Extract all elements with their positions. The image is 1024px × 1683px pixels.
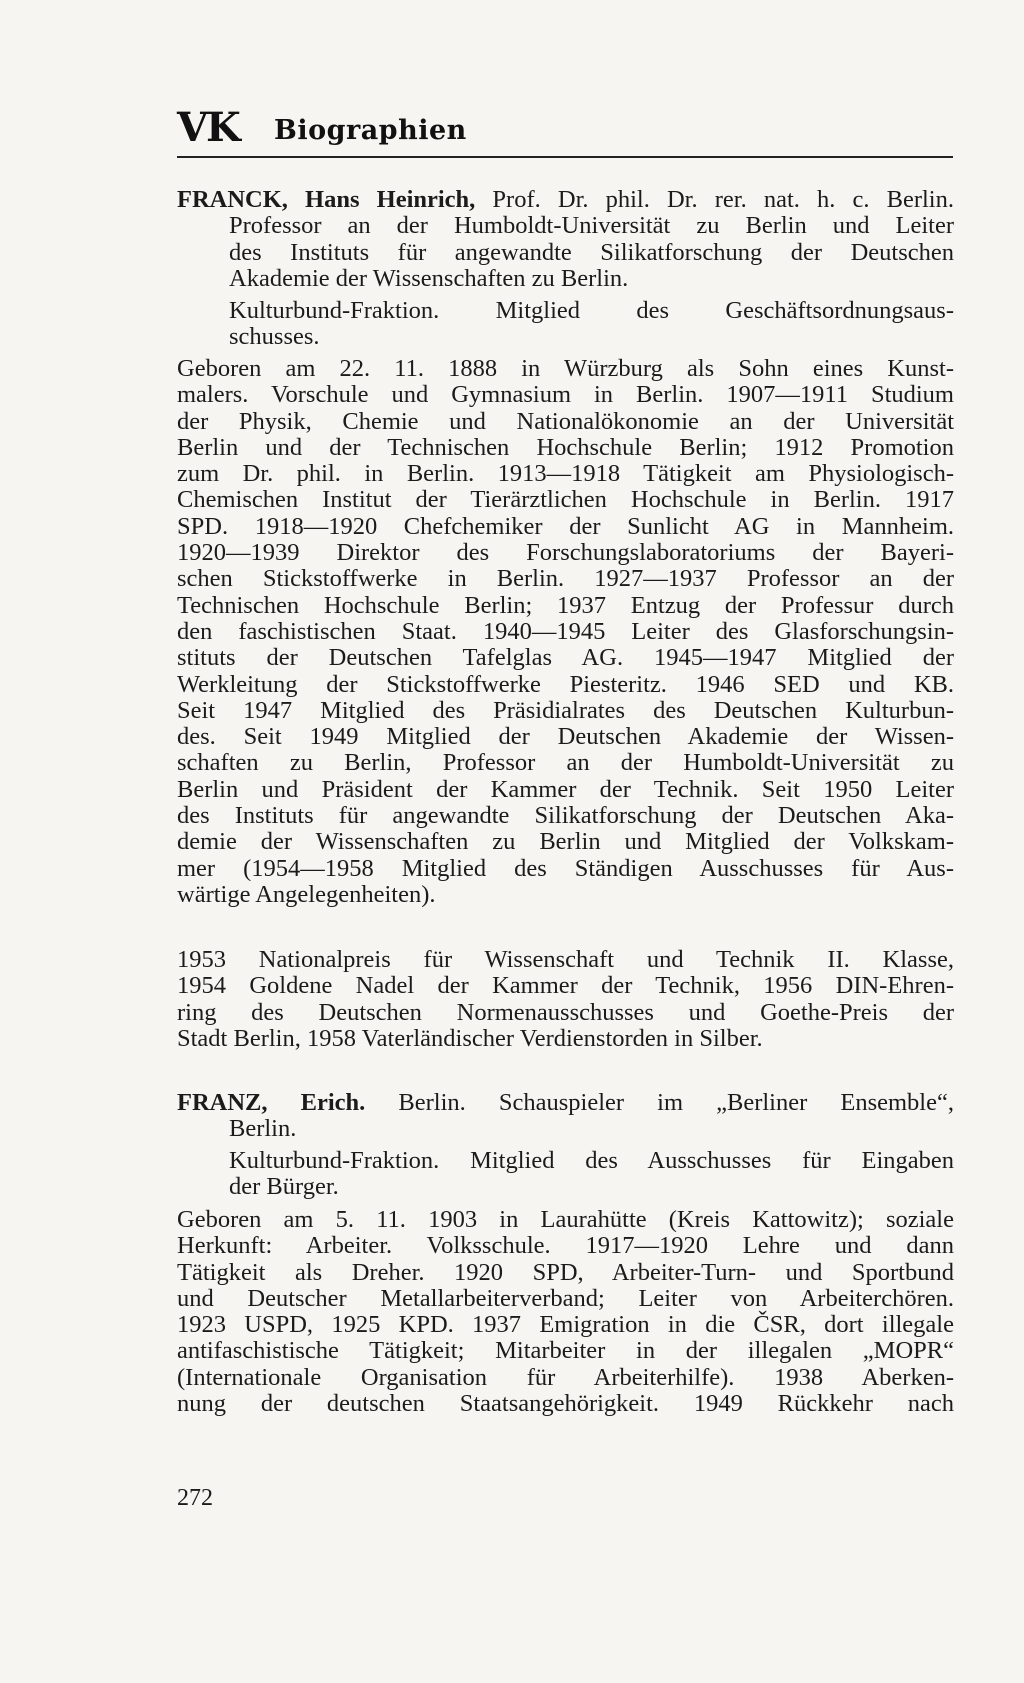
text-line: (Internationale Organisation für Arbeiterhilfe). 1938 Aberken- — [177, 1363, 954, 1391]
entry-franz-bio — [177, 1207, 954, 1417]
section-mark: VK — [177, 104, 239, 151]
entry-name: FRANZ, Erich. — [177, 1089, 366, 1116]
text-line: Professor an der Humboldt-Universität zu Berlin und Leiter — [229, 212, 954, 240]
page-number: 272 — [177, 1485, 213, 1511]
text-line: Stadt Berlin, 1958 Vaterländischer Verdienstorden in Silber. — [177, 1024, 763, 1052]
text-line: Berlin. — [229, 1115, 297, 1143]
text-line: malers. Vorschule und Gymnasium in Berlin. 1907—1911 Studium — [177, 381, 954, 409]
text-line: ring des Deutschen Normenausschusses und Goethe-Preis der — [177, 998, 954, 1026]
text-line: schusses. — [229, 323, 320, 351]
text-line: und Deutscher Metallarbeiterverband; Leiter von Arbeiterchören. — [177, 1284, 954, 1312]
text-line: 1953 Nationalpreis für Wissenschaft und Technik II. Klasse, — [177, 946, 954, 973]
text-line: stituts der Deutschen Tafelglas AG. 1945—1947 Mitglied der — [177, 644, 954, 672]
text-line: wärtige Angelegenheiten). — [177, 880, 436, 908]
text-line: Kulturbund-Fraktion. Mitglied des Geschäftsordnungsaus- — [229, 297, 954, 324]
text-line: 1923 USPD, 1925 KPD. 1937 Emigration in die ČSR, dort illegale — [177, 1311, 954, 1339]
entry-franck-head — [177, 187, 954, 292]
entry-head-rest: Berlin. Schauspieler im „Berliner Ensemble“, — [365, 1089, 954, 1116]
text-line: Chemischen Institut der Tierärztlichen Hochschule in Berlin. 1917 — [177, 486, 954, 514]
text-line: demie der Wissenschaften zu Berlin und Mitglied der Volkskam- — [177, 828, 954, 856]
running-header — [177, 104, 953, 158]
text-line: des. Seit 1949 Mitglied der Deutschen Akademie der Wissen- — [177, 723, 954, 751]
text-line: zum Dr. phil. in Berlin. 1913—1918 Tätigkeit am Physiologisch- — [177, 460, 954, 488]
text-line: Werkleitung der Stickstoffwerke Piesteritz. 1946 SED und KB. — [177, 670, 954, 698]
entry-franck-fraktion — [177, 298, 954, 351]
text-line: Akademie der Wissenschaften zu Berlin. — [229, 264, 629, 292]
text-line: Geboren am 22. 11. 1888 in Würzburg als Sohn eines Kunst- — [177, 355, 954, 382]
entry-franz-fraktion — [177, 1148, 954, 1201]
text-line: 1954 Goldene Nadel der Kammer der Technik, 1956 DIN-Ehren- — [177, 972, 954, 1000]
text-line: 1920—1939 Direktor des Forschungslaboratoriums der Bayeri- — [177, 539, 954, 567]
entry-head-rest: Prof. Dr. phil. Dr. rer. nat. h. c. Berlin. — [475, 186, 954, 213]
text-line: der Physik, Chemie und Nationalökonomie an der Universität — [177, 407, 954, 435]
entry-name: FRANCK, Hans Heinrich, — [177, 186, 476, 213]
entry-franz-head — [177, 1090, 954, 1143]
text-line: Kulturbund-Fraktion. Mitglied des Ausschusses für Eingaben — [229, 1147, 954, 1174]
text-line: der Bürger. — [229, 1173, 339, 1201]
text-line: Tätigkeit als Dreher. 1920 SPD, Arbeiter-Turn- und Sportbund — [177, 1258, 954, 1286]
header-title: Biographien — [274, 115, 467, 146]
entry-franck-bio — [177, 356, 954, 908]
text-line: SPD. 1918—1920 Chefchemiker der Sunlicht AG in Mannheim. — [177, 512, 954, 540]
text-line: antifaschistische Tätigkeit; Mitarbeiter in der illegalen „MOPR“ — [177, 1337, 954, 1365]
text-line: des Instituts für angewandte Silikatforschung der Deutschen Aka- — [177, 802, 954, 830]
text-line: Geboren am 5. 11. 1903 in Laurahütte (Kreis Kattowitz); soziale — [177, 1206, 954, 1233]
text-line: den faschistischen Staat. 1940—1945 Leiter des Glasforschungsin- — [177, 617, 954, 645]
entry-franck-awards — [177, 947, 954, 1052]
text-line: nung der deutschen Staatsangehörigkeit. 1949 Rückkehr nach — [177, 1390, 954, 1418]
text-line: Seit 1947 Mitglied des Präsidialrates des Deutschen Kulturbun- — [177, 696, 954, 724]
text-line: Berlin und der Technischen Hochschule Berlin; 1912 Promotion — [177, 433, 954, 461]
text-line: Herkunft: Arbeiter. Volksschule. 1917—1920 Lehre und dann — [177, 1232, 954, 1260]
text-line: Technischen Hochschule Berlin; 1937 Entzug der Professur durch — [177, 591, 954, 619]
text-line: schen Stickstoffwerke in Berlin. 1927—1937 Professor an der — [177, 565, 954, 593]
text-line: mer (1954—1958 Mitglied des Ständigen Ausschusses für Aus- — [177, 854, 954, 882]
text-line: Berlin und Präsident der Kammer der Technik. Seit 1950 Leiter — [177, 775, 954, 803]
text-line: schaften zu Berlin, Professor an der Humboldt-Universität zu — [177, 749, 954, 777]
text-line: des Instituts für angewandte Silikatforschung der Deutschen — [229, 238, 954, 266]
